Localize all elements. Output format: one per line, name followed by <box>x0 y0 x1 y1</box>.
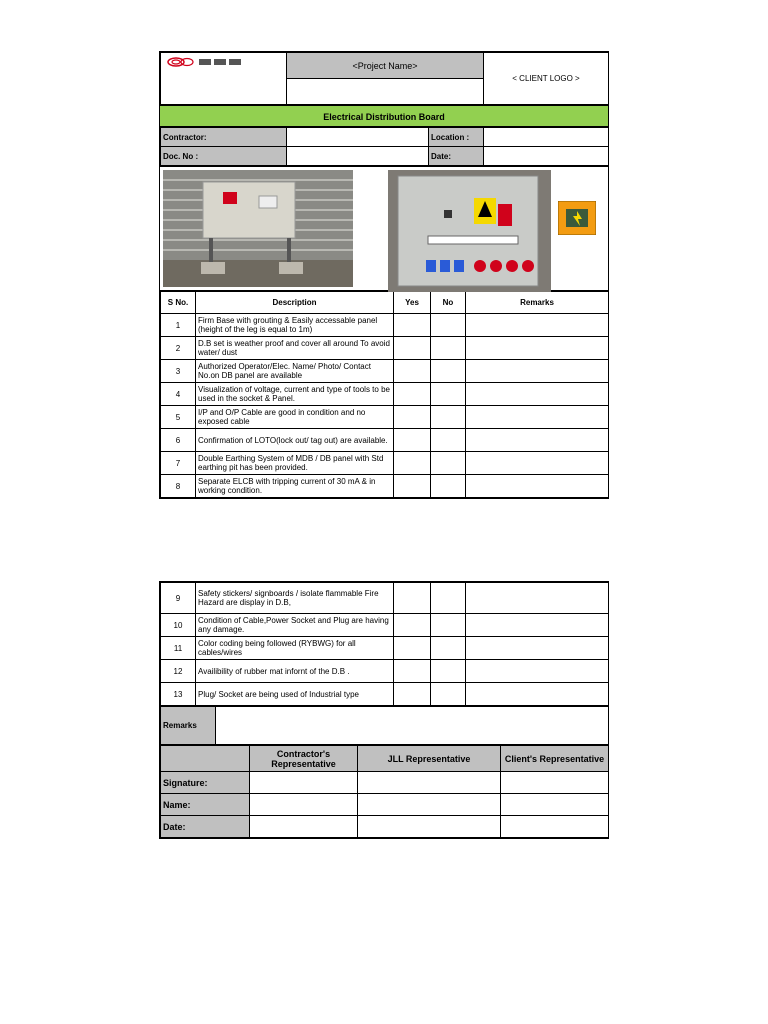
row-sno: 10 <box>161 614 196 637</box>
table-row <box>161 406 609 429</box>
electrical-hazard-icon <box>558 201 596 235</box>
form-title: Electrical Distribution Board <box>160 105 608 127</box>
contractor-signature-field[interactable] <box>250 772 358 794</box>
signoff-table <box>160 745 609 838</box>
contractor-label: Contractor: <box>161 128 287 147</box>
row-description: Condition of Cable,Power Socket and Plug are having any damage. <box>196 614 394 637</box>
jll-name-field[interactable] <box>358 794 501 816</box>
remarks-cell[interactable] <box>466 406 609 429</box>
name-label: Name: <box>161 794 250 816</box>
row-description: D.B set is weather proof and cover all around To avoid water/ dust <box>196 337 394 360</box>
yes-cell[interactable] <box>394 583 431 614</box>
no-cell[interactable] <box>431 383 466 406</box>
row-sno: 2 <box>161 337 196 360</box>
db-panel-photo-1 <box>163 170 353 287</box>
row-sno: 9 <box>161 583 196 614</box>
no-cell[interactable] <box>431 360 466 383</box>
table-row <box>161 337 609 360</box>
yes-cell[interactable] <box>394 637 431 660</box>
row-description: Safety stickers/ signboards / isolate flammable Fire Hazard are display in D.B, <box>196 583 394 614</box>
date-label: Date: <box>429 147 484 166</box>
no-cell[interactable] <box>431 660 466 683</box>
row-description: Availibility of rubber mat infornt of the D.B . <box>196 660 394 683</box>
row-sno: 8 <box>161 475 196 498</box>
remarks-cell[interactable] <box>466 314 609 337</box>
jll-date-field[interactable] <box>358 816 501 838</box>
remarks-cell[interactable] <box>466 452 609 475</box>
checklist-table-1 <box>160 291 609 498</box>
yes-cell[interactable] <box>394 337 431 360</box>
yes-cell[interactable] <box>394 660 431 683</box>
remarks-cell[interactable] <box>466 383 609 406</box>
table-row <box>161 383 609 406</box>
row-description: Authorized Operator/Elec. Name/ Photo/ Contact No.on DB panel are available <box>196 360 394 383</box>
remarks-cell[interactable] <box>466 583 609 614</box>
remarks-cell[interactable] <box>466 614 609 637</box>
client-name-field[interactable] <box>501 794 609 816</box>
yes-cell[interactable] <box>394 475 431 498</box>
table-row <box>161 475 609 498</box>
no-cell[interactable] <box>431 614 466 637</box>
project-name: <Project Name> <box>287 53 484 79</box>
company-logo <box>161 53 287 105</box>
table-row <box>161 660 609 683</box>
row-description: Double Earthing System of MDB / DB panel with Std earthing pit has been provided. <box>196 452 394 475</box>
row-description: Confirmation of LOTO(lock out/ tag out) are available. <box>196 429 394 452</box>
no-cell[interactable] <box>431 683 466 706</box>
row-description: Plug/ Socket are being used of Industrial type <box>196 683 394 706</box>
col-sno-header: S No. <box>161 292 196 314</box>
no-cell[interactable] <box>431 583 466 614</box>
remarks-cell[interactable] <box>466 429 609 452</box>
signoff-corner <box>161 746 250 772</box>
table-row <box>161 583 609 614</box>
row-sno: 4 <box>161 383 196 406</box>
no-cell[interactable] <box>431 637 466 660</box>
col-remarks-header: Remarks <box>466 292 609 314</box>
remarks-field[interactable] <box>216 707 609 745</box>
remarks-cell[interactable] <box>466 337 609 360</box>
row-sno: 11 <box>161 637 196 660</box>
table-row <box>161 360 609 383</box>
client-logo-placeholder: < CLIENT LOGO > <box>484 53 609 105</box>
checklist-sheet-1 <box>159 51 609 499</box>
date-field[interactable] <box>484 147 609 166</box>
table-row <box>161 637 609 660</box>
col-description-header: Description <box>196 292 394 314</box>
date-signoff-label: Date: <box>161 816 250 838</box>
client-rep-header: Client's Representative <box>501 746 609 772</box>
yes-cell[interactable] <box>394 614 431 637</box>
contractor-field[interactable] <box>287 128 429 147</box>
remarks-cell[interactable] <box>466 475 609 498</box>
db-panel-photo-2 <box>388 170 551 292</box>
row-description: Color coding being followed (RYBWG) for all cables/wires <box>196 637 394 660</box>
doc-no-label: Doc. No : <box>161 147 287 166</box>
no-cell[interactable] <box>431 475 466 498</box>
yes-cell[interactable] <box>394 383 431 406</box>
client-date-field[interactable] <box>501 816 609 838</box>
row-sno: 12 <box>161 660 196 683</box>
yes-cell[interactable] <box>394 429 431 452</box>
project-name-value <box>287 79 484 105</box>
row-sno: 3 <box>161 360 196 383</box>
checklist-sheet-2 <box>159 581 609 839</box>
jll-signature-field[interactable] <box>358 772 501 794</box>
row-description: Separate ELCB with tripping current of 30 mA & in working condition. <box>196 475 394 498</box>
row-sno: 7 <box>161 452 196 475</box>
remarks-table <box>160 706 609 745</box>
col-no-header: No <box>431 292 466 314</box>
header-table <box>160 52 609 105</box>
signature-label: Signature: <box>161 772 250 794</box>
no-cell[interactable] <box>431 429 466 452</box>
info-table <box>160 127 609 166</box>
no-cell[interactable] <box>431 452 466 475</box>
row-sno: 1 <box>161 314 196 337</box>
yes-cell[interactable] <box>394 406 431 429</box>
remarks-cell[interactable] <box>466 360 609 383</box>
contractor-date-field[interactable] <box>250 816 358 838</box>
checklist-table-2 <box>160 582 609 706</box>
yes-cell[interactable] <box>394 683 431 706</box>
no-cell[interactable] <box>431 406 466 429</box>
row-sno: 6 <box>161 429 196 452</box>
remarks-cell[interactable] <box>466 683 609 706</box>
photo-strip <box>160 166 608 291</box>
yes-cell[interactable] <box>394 314 431 337</box>
row-sno: 5 <box>161 406 196 429</box>
contractor-rep-header: Contractor's Representative <box>250 746 358 772</box>
location-label: Location : <box>429 128 484 147</box>
col-yes-header: Yes <box>394 292 431 314</box>
no-cell[interactable] <box>431 337 466 360</box>
row-description: Visualization of voltage, current and type of tools to be used in the socket & Panel. <box>196 383 394 406</box>
location-field[interactable] <box>484 128 609 147</box>
remarks-label: Remarks <box>161 707 216 745</box>
doc-no-field[interactable] <box>287 147 429 166</box>
jll-rep-header: JLL Representative <box>358 746 501 772</box>
client-signature-field[interactable] <box>501 772 609 794</box>
yes-cell[interactable] <box>394 360 431 383</box>
row-description: Firm Base with grouting & Easily accessable panel (height of the leg is equal to 1m) <box>196 314 394 337</box>
table-row <box>161 314 609 337</box>
contractor-name-field[interactable] <box>250 794 358 816</box>
row-description: I/P and O/P Cable are good in condition and no exposed cable <box>196 406 394 429</box>
remarks-cell[interactable] <box>466 660 609 683</box>
table-row <box>161 614 609 637</box>
yes-cell[interactable] <box>394 452 431 475</box>
table-row <box>161 683 609 706</box>
row-sno: 13 <box>161 683 196 706</box>
table-row <box>161 429 609 452</box>
jll-logo-icon <box>167 56 247 68</box>
remarks-cell[interactable] <box>466 637 609 660</box>
table-row <box>161 452 609 475</box>
no-cell[interactable] <box>431 314 466 337</box>
